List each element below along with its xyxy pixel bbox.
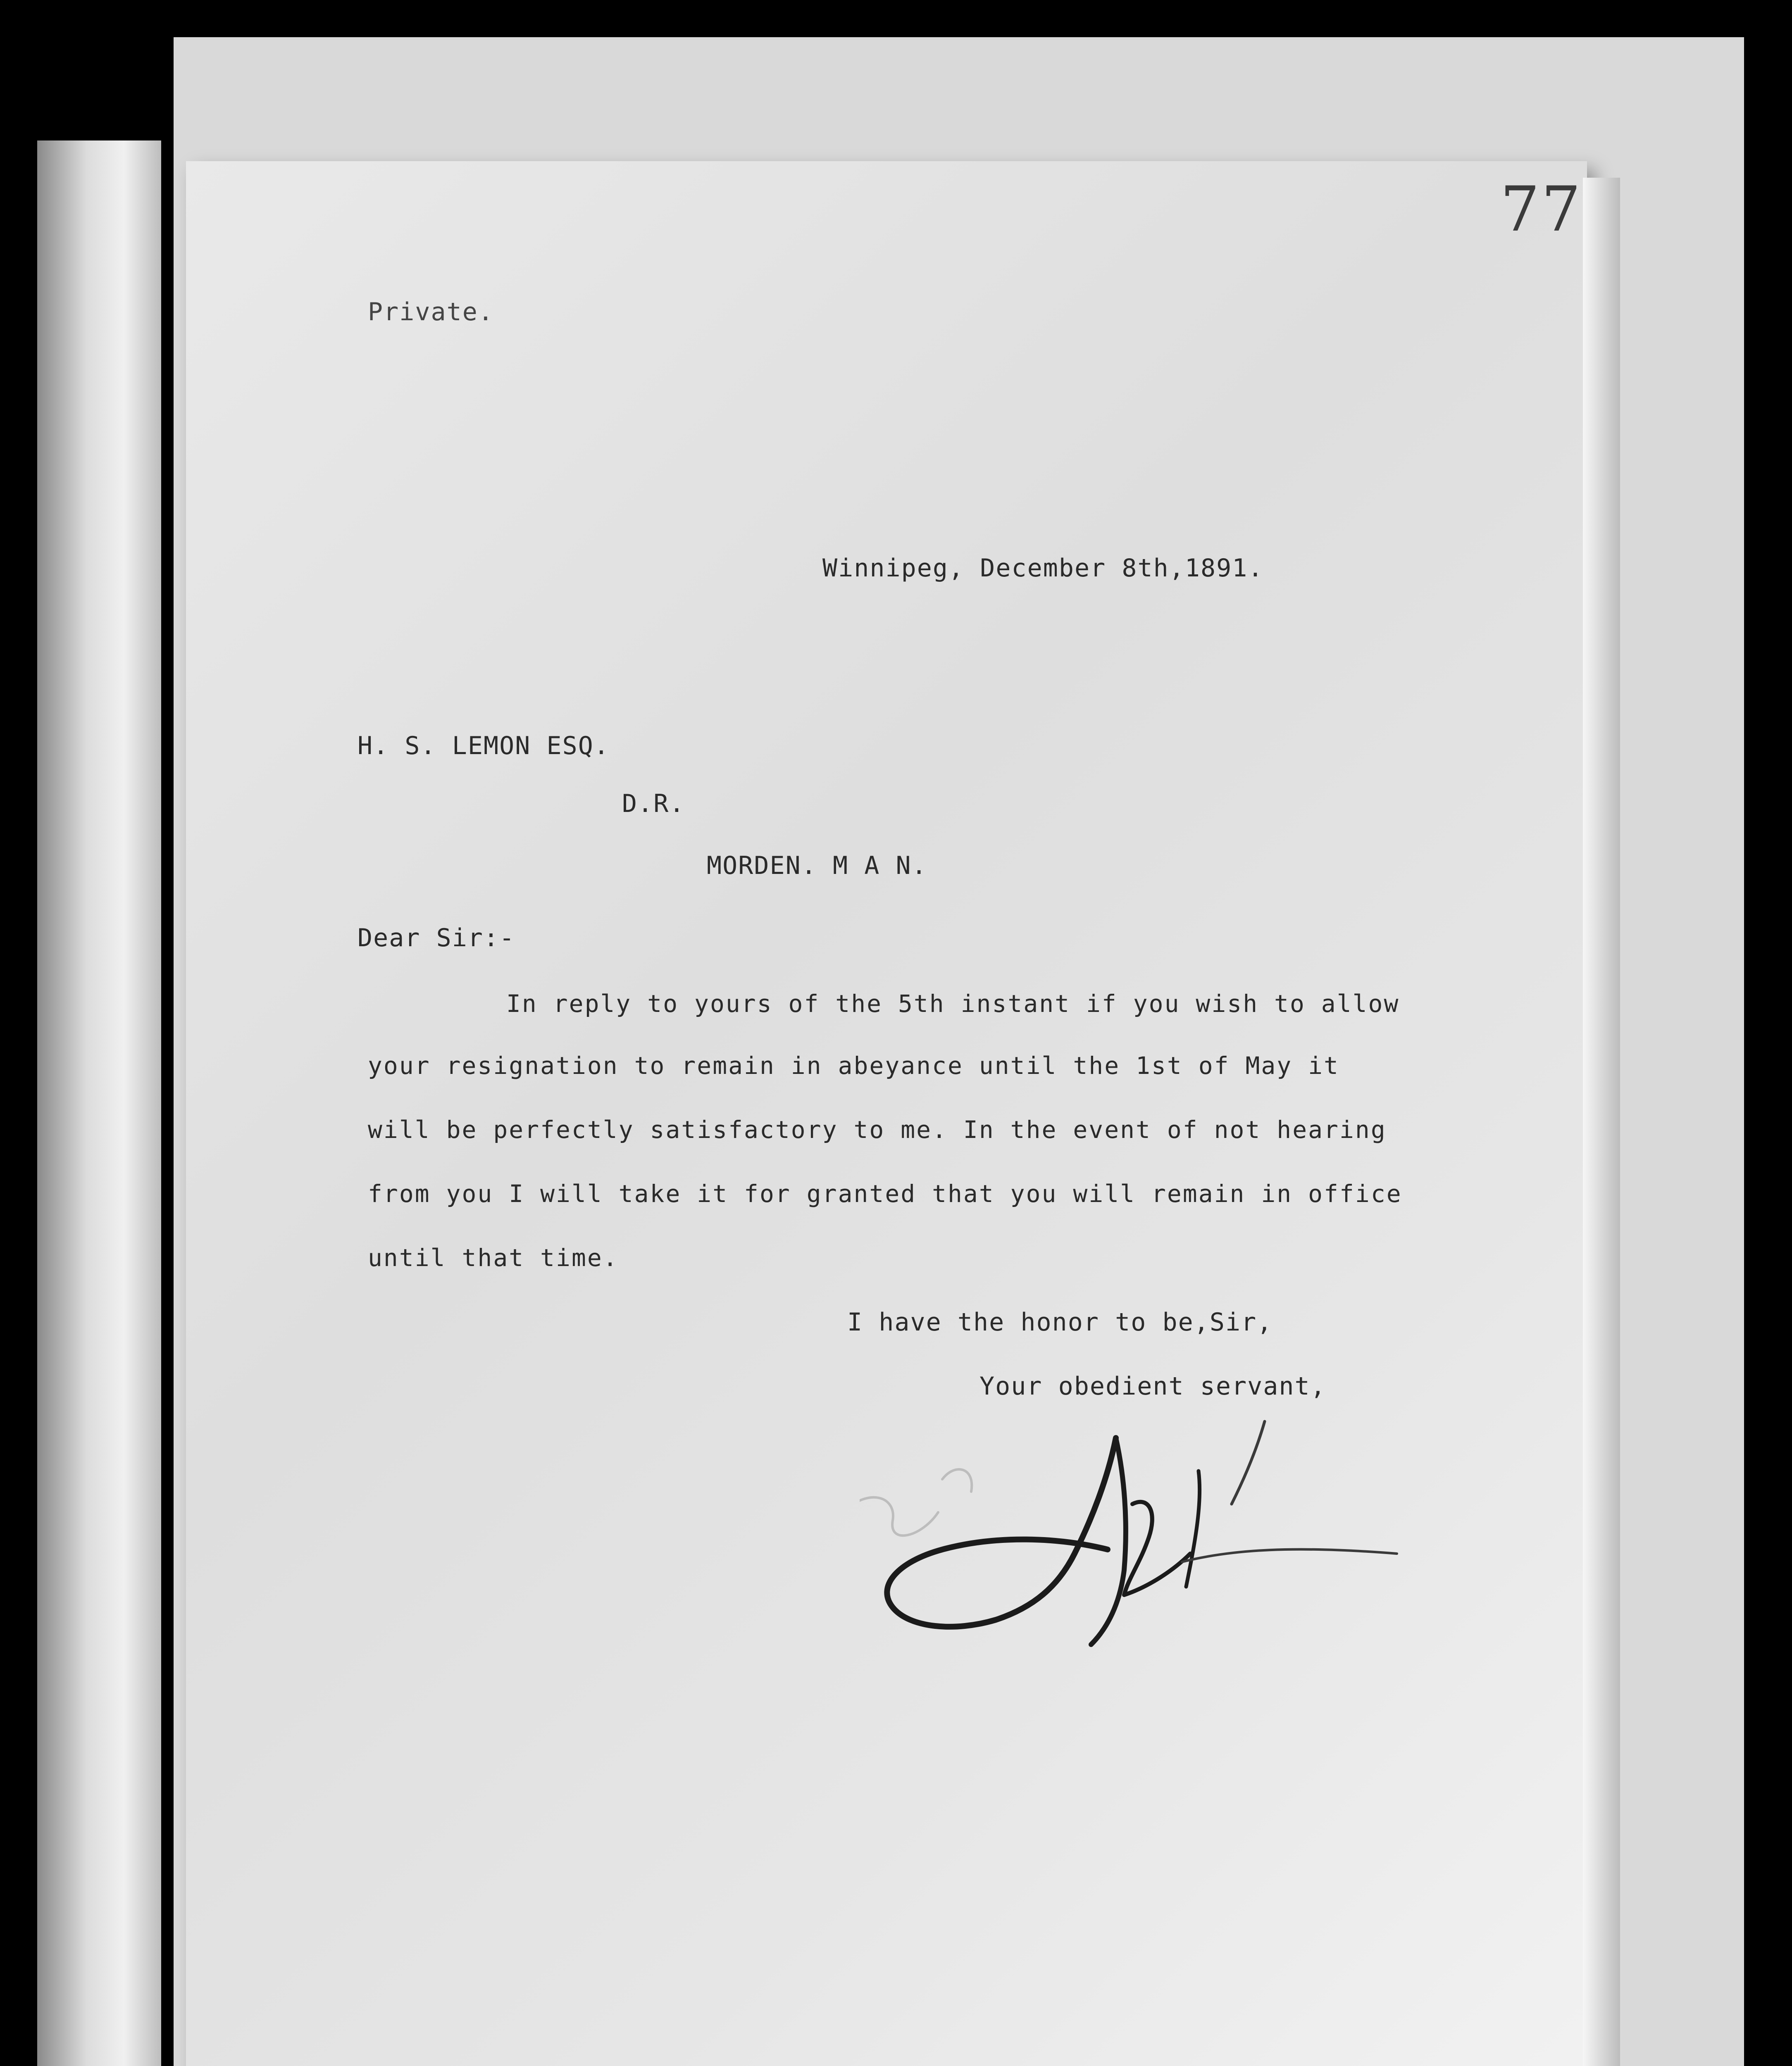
body-line: will be perfectly satisfactory to me. In the event of not hearing — [368, 1116, 1387, 1144]
body-line: In reply to yours of the 5th instant if you wish to allow — [506, 990, 1400, 1018]
letter-page — [186, 161, 1587, 2066]
dateline: Winnipeg, December 8th,1891. — [822, 554, 1264, 583]
body-line: from you I will take it for granted that you will remain in office — [368, 1180, 1402, 1208]
closing-line: I have the honor to be,Sir, — [847, 1308, 1273, 1337]
body-line: until that time. — [368, 1244, 619, 1272]
handwritten-signature — [860, 1413, 1438, 1669]
addressee-name: H. S. LEMON ESQ. — [357, 731, 610, 760]
salutation: Dear Sir:- — [357, 924, 515, 952]
page-number: 77 — [1500, 174, 1582, 245]
left-binding-strip — [37, 140, 161, 2066]
private-mark: Private. — [368, 298, 494, 326]
addressee-place: MORDEN. M A N. — [707, 851, 927, 880]
body-line: your resignation to remain in abeyance until the 1st of May it — [368, 1052, 1339, 1080]
closing-line: Your obedient servant, — [979, 1372, 1326, 1401]
page-edge-fold — [1583, 178, 1620, 2066]
addressee-line: D.R. — [622, 789, 685, 818]
